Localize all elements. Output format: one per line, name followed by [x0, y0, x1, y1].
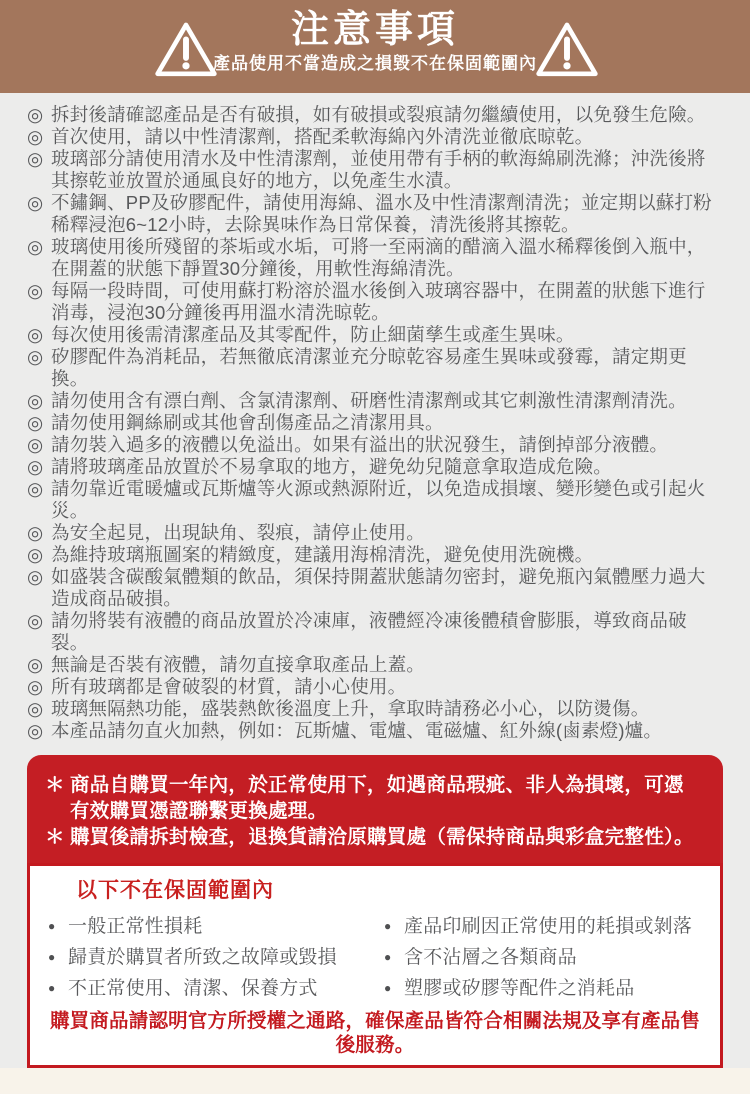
note-text: 不鏽鋼、PP及矽膠配件，請使用海綿、溫水及中性清潔劑清洗；並定期以蘇打粉稀釋浸泡6~12小時，去除異味作為日常保養，清洗後將其擦乾。: [51, 192, 712, 235]
list-item: [27, 566, 723, 610]
list-item: [27, 346, 723, 390]
list-item: [45, 772, 699, 824]
circle-bullet-icon: ◎: [27, 324, 44, 345]
circle-bullet-icon: ◎: [27, 236, 44, 257]
note-text: 為維持玻璃瓶圖案的精緻度，建議用海棉清洗，避免使用洗碗機。: [51, 544, 594, 565]
list-item: [384, 942, 702, 973]
circle-bullet-icon: ◎: [27, 280, 44, 301]
list-item: [27, 434, 723, 456]
exclusion-text: 不正常使用、清潔、保養方式: [68, 978, 318, 999]
note-text: 本產品請勿直火加熱，例如：瓦斯爐、電爐、電磁爐、紅外線(鹵素燈)爐。: [51, 720, 663, 741]
list-item: [27, 104, 723, 126]
dot-bullet-icon: ●: [384, 981, 392, 995]
list-item: [27, 456, 723, 478]
note-text: 無論是否裝有液體，請勿直接拿取產品上蓋。: [51, 654, 426, 675]
list-item: [27, 126, 723, 148]
dot-bullet-icon: ●: [48, 950, 56, 964]
exclusion-text: 歸責於購買者所致之故障或毀損: [68, 947, 337, 968]
page-title: 注意事項: [290, 9, 459, 51]
circle-bullet-icon: ◎: [27, 456, 44, 477]
dot-bullet-icon: ●: [48, 981, 56, 995]
list-item: [27, 324, 723, 346]
circle-bullet-icon: ◎: [27, 148, 44, 169]
warranty-panel: [27, 755, 723, 863]
note-text: 每次使用後需清潔產品及其零配件，防止細菌孳生或產生異味。: [51, 324, 575, 345]
note-text: 玻璃使用後所殘留的茶垢或水垢，可將一至兩滴的醋滴入溫水稀釋後倒入瓶中，在開蓋的狀態下靜置30分鐘後，用軟性海綿清洗。: [51, 236, 706, 279]
exclusion-text: 一般正常性損耗: [68, 916, 203, 937]
note-text: 請勿靠近電暖爐或瓦斯爐等火源或熱源附近，以免造成損壞、變形變色或引起火災。: [51, 478, 706, 521]
list-item: [27, 522, 723, 544]
circle-bullet-icon: ◎: [27, 126, 44, 147]
list-item: [27, 610, 723, 654]
exclusions-box: [27, 863, 723, 1068]
warranty-text: 商品自購買一年內，於正常使用下，如遇商品瑕疵、非人為損壞，可憑有效購買憑證聯繫更換處理。: [70, 774, 684, 822]
circle-bullet-icon: ◎: [27, 346, 44, 367]
list-item: [27, 236, 723, 280]
list-item: [48, 973, 384, 1004]
dot-bullet-icon: ●: [384, 950, 392, 964]
note-text: 請將玻璃產品放置於不易拿取的地方，避免幼兒隨意拿取造成危險。: [51, 456, 613, 477]
note-text: 玻璃無隔熱功能，盛裝熱飲後溫度上升，拿取時請務必小心，以防燙傷。: [51, 698, 650, 719]
circle-bullet-icon: ◎: [27, 676, 44, 697]
note-text: 如盛裝含碳酸氣體類的飲品，須保持開蓋狀態請勿密封，避免瓶內氣體壓力過大造成商品破損。: [51, 566, 706, 609]
list-item: [27, 698, 723, 720]
exclusion-text: 塑膠或矽膠等配件之消耗品: [404, 978, 635, 999]
list-item: [27, 148, 723, 192]
list-item: [45, 824, 699, 850]
circle-bullet-icon: ◎: [27, 522, 44, 543]
list-item: [27, 280, 723, 324]
note-text: 所有玻璃都是會破裂的材質，請小心使用。: [51, 676, 407, 697]
list-item: [27, 478, 723, 522]
exclusion-text: 含不沾層之各類商品: [404, 947, 577, 968]
circle-bullet-icon: ◎: [27, 610, 44, 631]
note-text: 為安全起見，出現缺角、裂痕，請停止使用。: [51, 522, 426, 543]
circle-bullet-icon: ◎: [27, 192, 44, 213]
note-text: 請勿使用含有漂白劑、含氯清潔劑、研磨性清潔劑或其它刺激性清潔劑清洗。: [51, 390, 687, 411]
notice-header: [0, 0, 750, 93]
note-text: 每隔一段時間，可使用蘇打粉溶於溫水後倒入玻璃容器中，在開蓋的狀態下進行消毒，浸泡30分鐘後再用溫水清洗晾乾。: [51, 280, 706, 323]
list-item: [27, 192, 723, 236]
asterisk-bullet-icon: ＊: [45, 774, 65, 796]
note-text: 請勿使用鋼絲刷或其他會刮傷產品之清潔用具。: [51, 412, 444, 433]
circle-bullet-icon: ◎: [27, 434, 44, 455]
exclusion-text: 產品印刷因正常使用的耗損或剝落: [404, 916, 693, 937]
dot-bullet-icon: ●: [384, 919, 392, 933]
notice-body: [0, 93, 750, 1068]
circle-bullet-icon: ◎: [27, 390, 44, 411]
warning-triangle-icon: [153, 20, 219, 80]
circle-bullet-icon: ◎: [27, 544, 44, 565]
note-text: 玻璃部分請使用清水及中性清潔劑，並使用帶有手柄的軟海綿刷洗滌；沖洗後將其擦乾並放置於通風良好的地方，以免產生水漬。: [51, 148, 706, 191]
note-text: 請勿裝入過多的液體以免溢出。如果有溢出的狀況發生，請倒掉部分液體。: [51, 434, 669, 455]
bottom-margin: [0, 1068, 750, 1094]
list-item: [384, 911, 702, 942]
asterisk-bullet-icon: ＊: [45, 826, 65, 848]
note-text: 首次使用，請以中性清潔劑，搭配柔軟海綿內外清洗並徹底晾乾。: [51, 126, 594, 147]
circle-bullet-icon: ◎: [27, 412, 44, 433]
circle-bullet-icon: ◎: [27, 566, 44, 587]
note-text: 拆封後請確認產品是否有破損，如有破損或裂痕請勿繼續使用，以免發生危險。: [51, 104, 706, 125]
list-item: [48, 911, 384, 942]
exclusions-left-column: [48, 911, 384, 1004]
circle-bullet-icon: ◎: [27, 654, 44, 675]
page-subtitle: 產品使用不當造成之損毀不在保固範圍內: [213, 54, 537, 73]
note-text: 請勿將裝有液體的商品放置於冷凍庫，液體經冷凍後體積會膨脹，導致商品破裂。: [51, 610, 687, 653]
warranty-text: 購買後請拆封檢查，退換貨請洽原購買處（需保持商品與彩盒完整性）。: [70, 826, 694, 848]
list-item: [27, 412, 723, 434]
warranty-list: [45, 772, 699, 850]
list-item: [27, 390, 723, 412]
list-item: [384, 973, 702, 1004]
note-text: 矽膠配件為消耗品，若無徹底清潔並充分晾乾容易產生異味或發霉，請定期更換。: [51, 346, 687, 389]
circle-bullet-icon: ◎: [27, 698, 44, 719]
exclusions-columns: [48, 911, 702, 1004]
precaution-list: [27, 104, 723, 742]
warning-triangle-icon: [534, 20, 600, 80]
circle-bullet-icon: ◎: [27, 104, 44, 125]
list-item: [48, 942, 384, 973]
official-channel-notice: 購買商品請認明官方所授權之通路，確保產品皆符合相關法規及享有產品售後服務。: [49, 1010, 701, 1056]
list-item: [27, 544, 723, 566]
list-item: [27, 654, 723, 676]
circle-bullet-icon: ◎: [27, 478, 44, 499]
dot-bullet-icon: ●: [48, 919, 56, 933]
exclusions-right-column: [384, 911, 702, 1004]
list-item: [27, 720, 723, 742]
exclusions-title: 以下不在保固範圍內: [76, 879, 274, 902]
list-item: [27, 676, 723, 698]
circle-bullet-icon: ◎: [27, 720, 44, 741]
